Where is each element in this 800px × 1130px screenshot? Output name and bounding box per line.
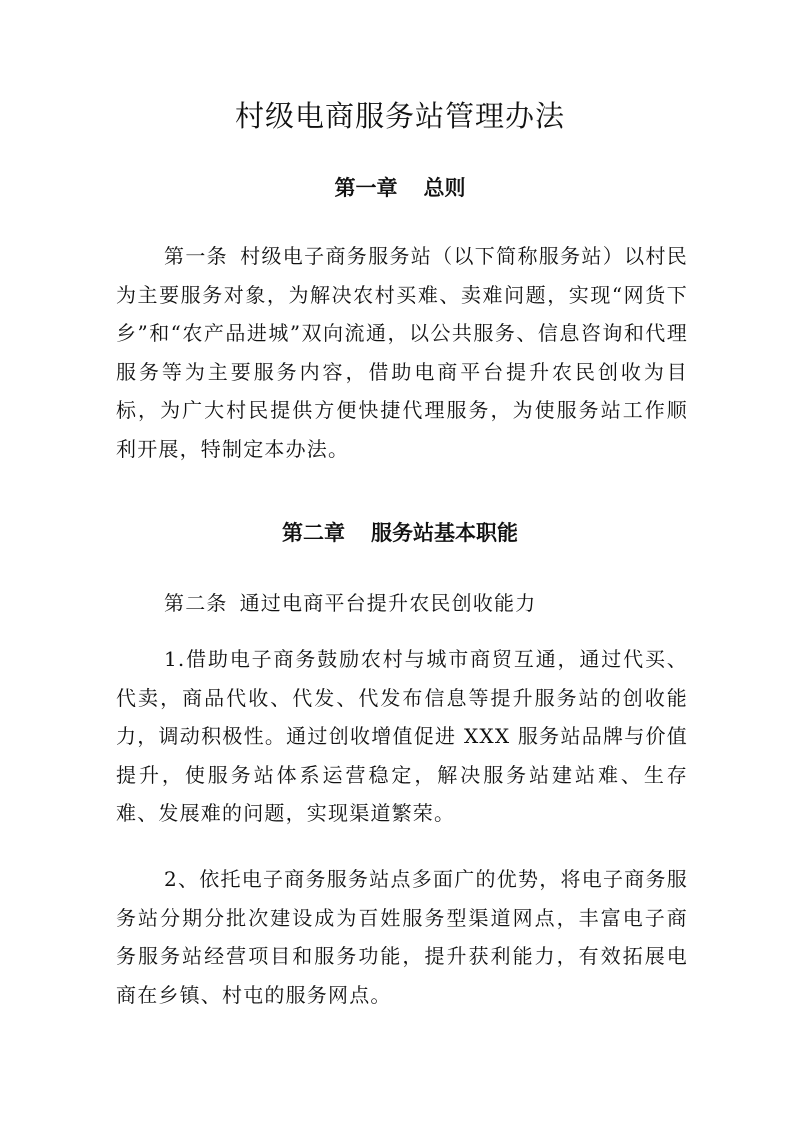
chapter-1-number: 第一章 <box>334 176 398 200</box>
article-2-paragraph <box>116 584 688 623</box>
article-2-item-1: 1.借助电子商务鼓励农村与城市商贸互通，通过代买、代卖，商品代收、代发、代发布信息等提升服务站的创收能力，调动积极性。通过创收增值促进 XXX 服务站品牌与价值提升，使服务站体系运营稳定，解决服务站建站难、生存难、发展难的问题，实现渠道繁荣。 <box>116 647 688 825</box>
document-title: 村级电商服务站管理办法 <box>234 99 565 133</box>
chapter-1-heading <box>0 173 800 203</box>
chapter-1-name: 总则 <box>423 176 466 200</box>
article-2-item-2: 2、依托电子商务服务站点多面广的优势，将电子商务服务站分期分批次建设成为百姓服务型渠道网点，丰富电子商务服务站经营项目和服务功能，提升获利能力，有效拓展电商在乡镇、村屯的服务网点。 <box>116 867 688 1007</box>
article-2-text: 通过电商平台提升农民创收能力 <box>239 591 537 615</box>
chapter-2-heading <box>0 518 800 548</box>
article-1-text: 村级电子商务服务站（以下简称服务站）以村民为主要服务对象，为解决农村买难、卖难问题，实现“网货下乡”和“农产品进城”双向流通，以公共服务、信息咨询和代理服务等为主要服务内容，借助电商平台提升农民创收为目标，为广大村民提供方便快捷代理服务，为使服务站工作顺利开展，特制定本办法。 <box>116 244 688 461</box>
article-1-label: 第一条 <box>164 244 228 268</box>
chapter-2-name: 服务站基本职能 <box>371 521 518 545</box>
article-1-paragraph <box>116 237 688 468</box>
article-2-label: 第二条 <box>164 591 228 615</box>
chapter-2-number: 第二章 <box>282 521 345 545</box>
